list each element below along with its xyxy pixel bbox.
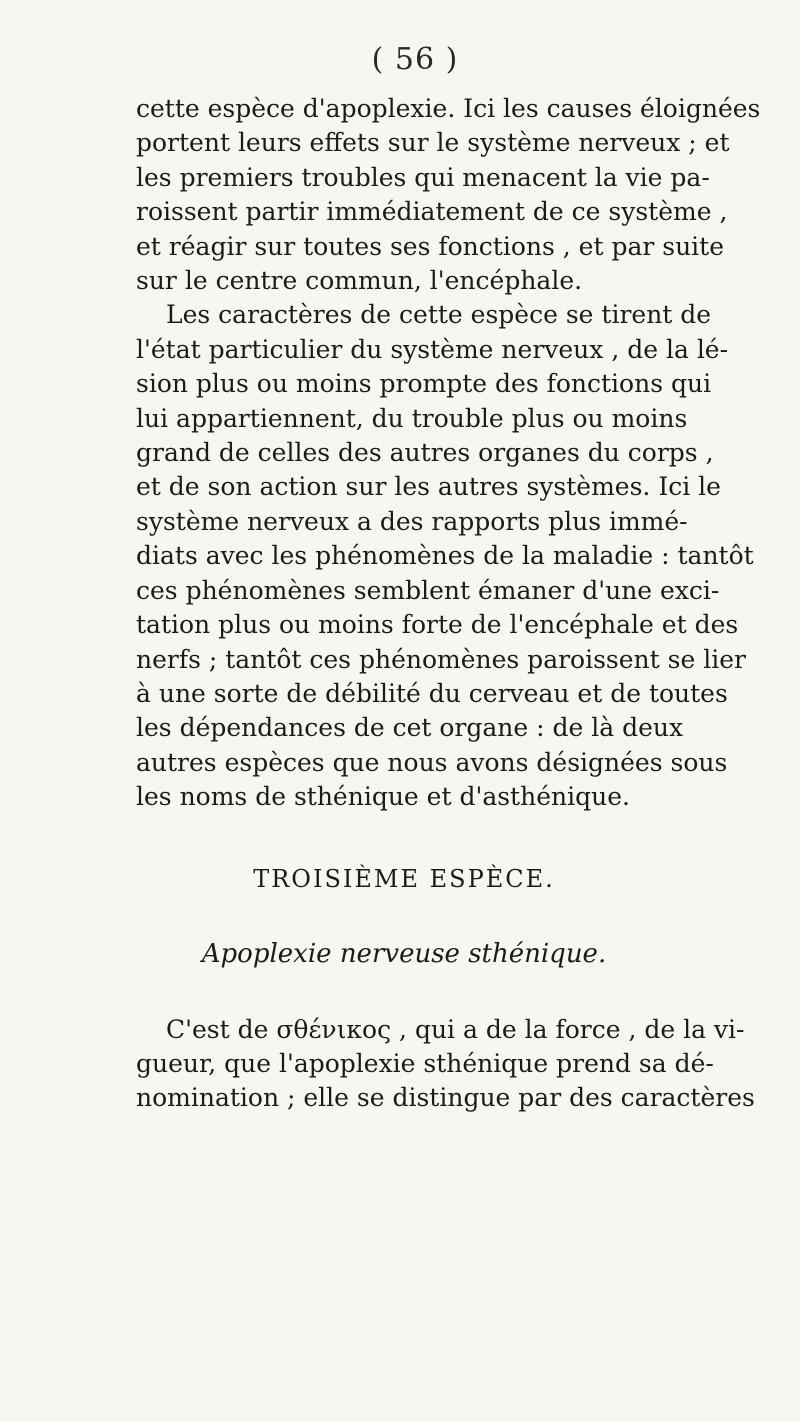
- text-line: lui appartiennent, du trouble plus ou moins: [136, 403, 688, 433]
- text-line: ces phénomènes semblent émaner d'une exci-: [136, 575, 720, 605]
- text-line: grand de celles des autres organes du corps ,: [136, 438, 714, 468]
- text-line: Les caractères de cette espèce se tirent de: [166, 300, 712, 330]
- text-line: roissent partir immédiatement de ce système ,: [136, 197, 728, 227]
- paragraph-3: [136, 1013, 755, 1116]
- section-subheading: Apoplexie nerveuse sthénique.: [201, 938, 607, 969]
- text-line: portent leurs effets sur le système nerveux ; et: [136, 128, 730, 158]
- text-line: à une sorte de débilité du cerveau et de toutes: [136, 678, 728, 708]
- text-line: sur le centre commun, l'encéphale.: [136, 266, 583, 296]
- text-line: gueur, que l'apoplexie sthénique prend sa dé-: [136, 1048, 714, 1078]
- body-text: [136, 92, 761, 1116]
- text-line: les dépendances de cet organe : de là deux: [136, 713, 684, 743]
- text-line: sion plus ou moins prompte des fonctions qui: [136, 369, 712, 399]
- text-line: tation plus ou moins forte de l'encéphale et des: [136, 610, 739, 640]
- text-line: l'état particulier du système nerveux , de la lé-: [136, 334, 729, 364]
- paragraph-1: [136, 92, 761, 298]
- text-line: les noms de sthénique et d'asthénique.: [136, 782, 630, 812]
- text-line: autres espèces que nous avons désignées sous: [136, 747, 728, 777]
- page-number: ( 56 ): [371, 42, 459, 77]
- section-heading: TROISIÈME ESPÈCE.: [253, 864, 555, 893]
- text-line: nerfs ; tantôt ces phénomènes paroissent se lier: [136, 644, 746, 674]
- text-line: diats avec les phénomènes de la maladie : tantôt: [136, 541, 754, 571]
- text-line: cette espèce d'apoplexie. Ici les causes éloignées: [136, 94, 761, 123]
- text-line: système nerveux a des rapports plus immé-: [136, 506, 688, 536]
- text-line: les premiers troubles qui menacent la vie pa-: [136, 162, 710, 192]
- text-line: et réagir sur toutes ses fonctions , et par suite: [136, 231, 725, 261]
- text-line: C'est de σθένικος , qui a de la force , de la vi-: [166, 1014, 745, 1044]
- text-line: et de son action sur les autres systèmes. Ici le: [136, 472, 721, 502]
- paragraph-2: [136, 298, 754, 814]
- text-line: nomination ; elle se distingue par des caractères: [136, 1083, 755, 1113]
